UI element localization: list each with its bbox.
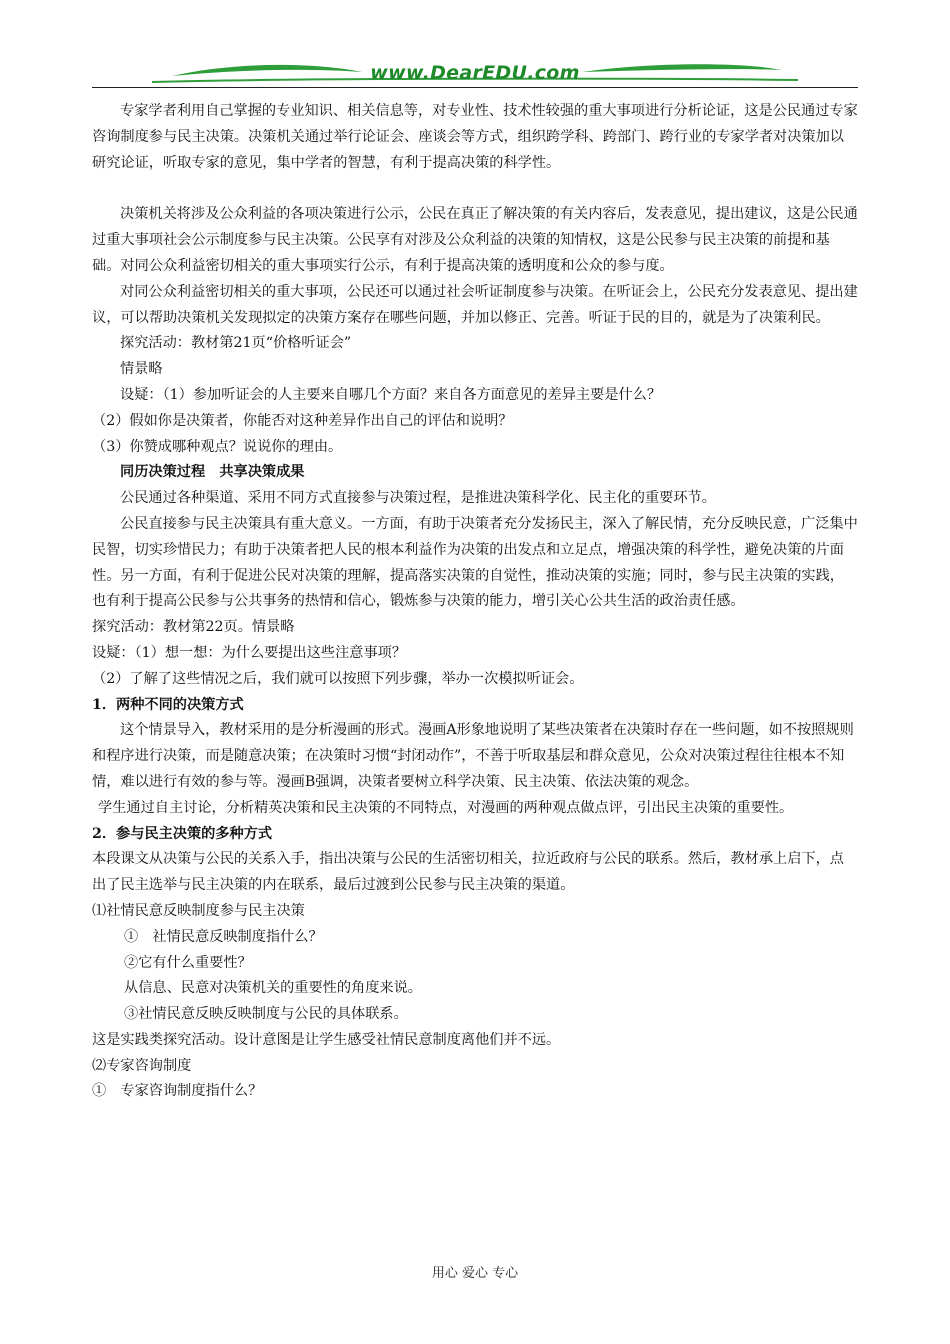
- section-heading: 同历决策过程 共享决策成果: [120, 464, 305, 481]
- paragraph: 这是实践类探究活动。设计意图是让学生感受社情民意制度离他们并不远。: [92, 1031, 561, 1048]
- paragraph: ②它有什么重要性？: [124, 954, 252, 971]
- paragraph: 公民直接参与民主决策具有重大意义。一方面，有助于决策者充分发扬民主，深入了解民情，充分反映民意，广泛集中民智，切实珍惜民力；有助于决策者把人民的根本利益作为决策的出发点和立足点，增强决策的科学性，避免决策的片面性。另一方面，有利于促进公民对决策的理解，提高落实决策的自觉性，推动决策的实施；同时，参与民主决策的实践，也有利于提高公民参与公共事务的热情和信心，锻炼参与决策的能力，增引关心公共生活的政治责任感。: [92, 515, 858, 610]
- paragraph: 从信息、民意对决策机关的重要性的角度来说。: [124, 980, 422, 997]
- paragraph: ① 专家咨询制度指什么？: [92, 1083, 263, 1100]
- paragraph: 决策机关将涉及公众利益的各项决策进行公示，公民在真正了解决策的有关内容后，发表意见，提出建议，这是公民通过重大事项社会公示制度参与民主决策。公民享有对涉及公众利益的决策的知情权，这是公民参与民主决策的前提和基础。对同公众利益密切相关的重大事项实行公示，有利于提高决策的透明度和公众的参与度。: [92, 206, 858, 274]
- paragraph: 探究活动：教材第22页。情景略: [92, 619, 295, 636]
- paragraph: 设疑：（1）参加听证会的人主要来自哪几个方面？来自各方面意见的差异主要是什么？: [120, 386, 662, 403]
- paragraph: 学生通过自主讨论，分析精英决策和民主决策的不同特点，对漫画的两种观点做点评，引出民主决策的重要性。: [98, 799, 794, 816]
- paragraph: ③社情民意反映反映制度与公民的具体联系。: [124, 1006, 408, 1023]
- paragraph: 情景略: [120, 361, 163, 378]
- paragraph: 探究活动：教材第21页“价格听证会”: [120, 335, 352, 352]
- blank-line: [92, 176, 858, 202]
- paragraph: ⑵专家咨询制度: [92, 1057, 192, 1074]
- section-heading: 2．参与民主决策的多种方式: [92, 825, 273, 842]
- paragraph: 这个情景导入，教材采用的是分析漫画的形式。漫画A形象地说明了某些决策者在决策时存在一些问题，如不按照规则和程序进行决策，而是随意决策；在决策时习惯“封闭动作”，不善于听取基层和群众意见，公众对决策过程往往根本不知情，难以进行有效的参与等。漫画B强调，决策者要树立科学决策、民主决策、依法决策的观念。: [92, 722, 854, 790]
- document-body: [92, 99, 858, 1105]
- paragraph: 设疑：（1）想一想：为什么要提出这些注意事项？: [92, 644, 407, 661]
- page-footer: 用心 爱心 专心: [431, 1266, 519, 1281]
- paragraph: 对同公众利益密切相关的重大事项，公民还可以通过社会听证制度参与决策。在听证会上，公民充分发表意见、提出建议，可以帮助决策机关发现拟定的决策方案存在哪些问题，并加以修正、完善。听证于民的目的，就是为了决策利民。: [92, 283, 858, 326]
- paragraph: 公民通过各种渠道、采用不同方式直接参与决策过程，是推进决策科学化、民主化的重要环节。: [120, 490, 716, 507]
- paragraph: 本段课文从决策与公民的关系入手，指出决策与公民的生活密切相关，拉近政府与公民的联系。然后，教材承上启下，点出了民主选举与民主决策的内在联系，最后过渡到公民参与民主决策的渠道。: [92, 851, 844, 894]
- site-header: [92, 58, 858, 90]
- paragraph: （2）了解了这些情况之后，我们就可以按照下列步骤，举办一次模拟听证会。: [92, 670, 584, 687]
- site-logo[interactable]: www.DearEDU.com: [370, 62, 580, 84]
- paragraph: 专家学者利用自己掌握的专业知识、相关信息等，对专业性、技术性较强的重大事项进行分析论证，这是公民通过专家咨询制度参与民主决策。决策机关通过举行论证会、座谈会等方式，组织跨学科、跨部门、跨行业的专家学者对决策加以研究论证，听取专家的意见，集中学者的智慧，有利于提高决策的科学性。: [92, 103, 858, 171]
- paragraph: （3）你赞成哪种观点？说说你的理由。: [92, 438, 343, 455]
- section-heading: 1．两种不同的决策方式: [92, 696, 244, 713]
- paragraph: ① 社情民意反映制度指什么？: [124, 928, 323, 945]
- paragraph: （2）假如你是决策者，你能否对这种差异作出自己的评估和说明？: [92, 412, 513, 429]
- header-divider: [92, 87, 858, 88]
- paragraph: ⑴社情民意反映制度参与民主决策: [92, 902, 305, 919]
